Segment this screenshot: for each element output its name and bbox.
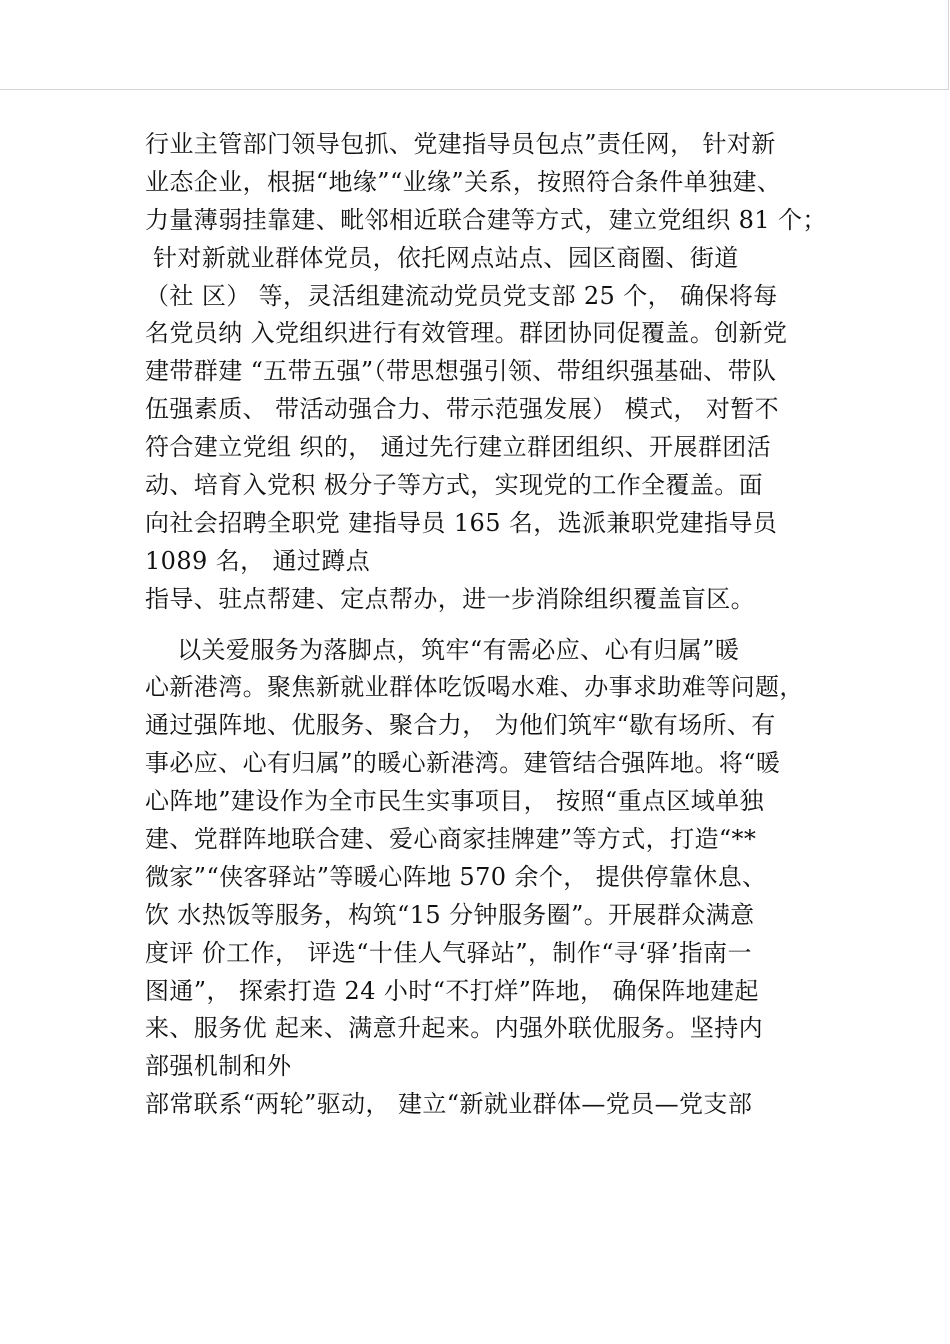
text-line: 部强机制和外 xyxy=(145,1052,292,1081)
text-line: 通过强阵地、优服务、聚合力， 为他们筑牢“歇有场所、有 xyxy=(145,711,776,740)
text-line: 向社会招聘全职党 建指导员 165 名，选派兼职党建指导员 xyxy=(145,508,778,537)
text-line: 伍强素质、 带活动强合力、带示范强发展） 模式， 对暂不 xyxy=(145,395,780,424)
text-line: 事必应、心有归属”的暖心新港湾。建管结合强阵地。将“暖 xyxy=(145,749,781,778)
paragraph-gap xyxy=(145,619,845,632)
text-line: 建带群建 “五带五强”（带思想强引领、带组织强基础、带队 xyxy=(145,357,777,386)
text-line: 力量薄弱挂靠建、毗邻相近联合建等方式，建立党组织 81 个； xyxy=(145,205,827,234)
text-line: 微家”“侠客驿站”等暖心阵地 570 余个， 提供停靠休息、 xyxy=(145,862,767,891)
text-line: 心新港湾。聚焦新就业群体吃饭喝水难、办事求助难等问题， xyxy=(145,673,804,702)
text-line: 饮 水热饭等服务，构筑“15 分钟服务圈”。开展群众满意 xyxy=(145,900,755,929)
paragraph xyxy=(145,126,845,619)
text-line: 符合建立党组 织的， 通过先行建立群团组织、开展群团活 xyxy=(145,433,772,462)
document-body xyxy=(145,126,845,1124)
page-header-area xyxy=(0,0,949,90)
text-line: 行业主管部门领导包抓、党建指导员包点”责任网， 针对新 xyxy=(145,130,776,158)
text-line: 度评 价工作， 评选“十佳人气驿站”，制作“寻‘驿’指南一 xyxy=(145,938,752,967)
text-line: 心阵地”建设作为全市民生实事项目， 按照“重点区域单独 xyxy=(145,787,764,816)
text-line: 来、服务优 起来、满意升起来。内强外联优服务。坚持内 xyxy=(145,1014,764,1043)
text-line: 以关爱服务为落脚点，筑牢“有需必应、心有归属”暖 xyxy=(145,635,740,664)
text-line: 指导、驻点帮建、定点帮办，进一步消除组织覆盖盲区。 xyxy=(145,584,755,613)
paragraph xyxy=(145,632,845,1125)
text-line: 部常联系“两轮”驱动， 建立“新就业群体—党员—党支部 xyxy=(145,1090,753,1119)
text-line: 针对新就业群体党员，依托网点站点、园区商圈、街道 xyxy=(145,243,739,272)
text-line: 建、党群阵地联合建、爱心商家挂牌建”等方式，打造“** xyxy=(145,825,757,854)
text-line: 图通”， 探索打造 24 小时“不打烊”阵地， 确保阵地建起 xyxy=(145,976,759,1005)
text-line: 1089 名， 通过蹲点 xyxy=(145,546,371,575)
text-line: （社 区） 等，灵活组建流动党员党支部 25 个， 确保将每 xyxy=(145,281,778,310)
text-line: 业态企业，根据“地缘”“业缘”关系，按照符合条件单独建、 xyxy=(145,167,782,196)
text-line: 名党员纳 入党组织进行有效管理。群团协同促覆盖。创新党 xyxy=(145,319,788,348)
text-line: 动、培育入党积 极分子等方式，实现党的工作全覆盖。面 xyxy=(145,471,764,500)
